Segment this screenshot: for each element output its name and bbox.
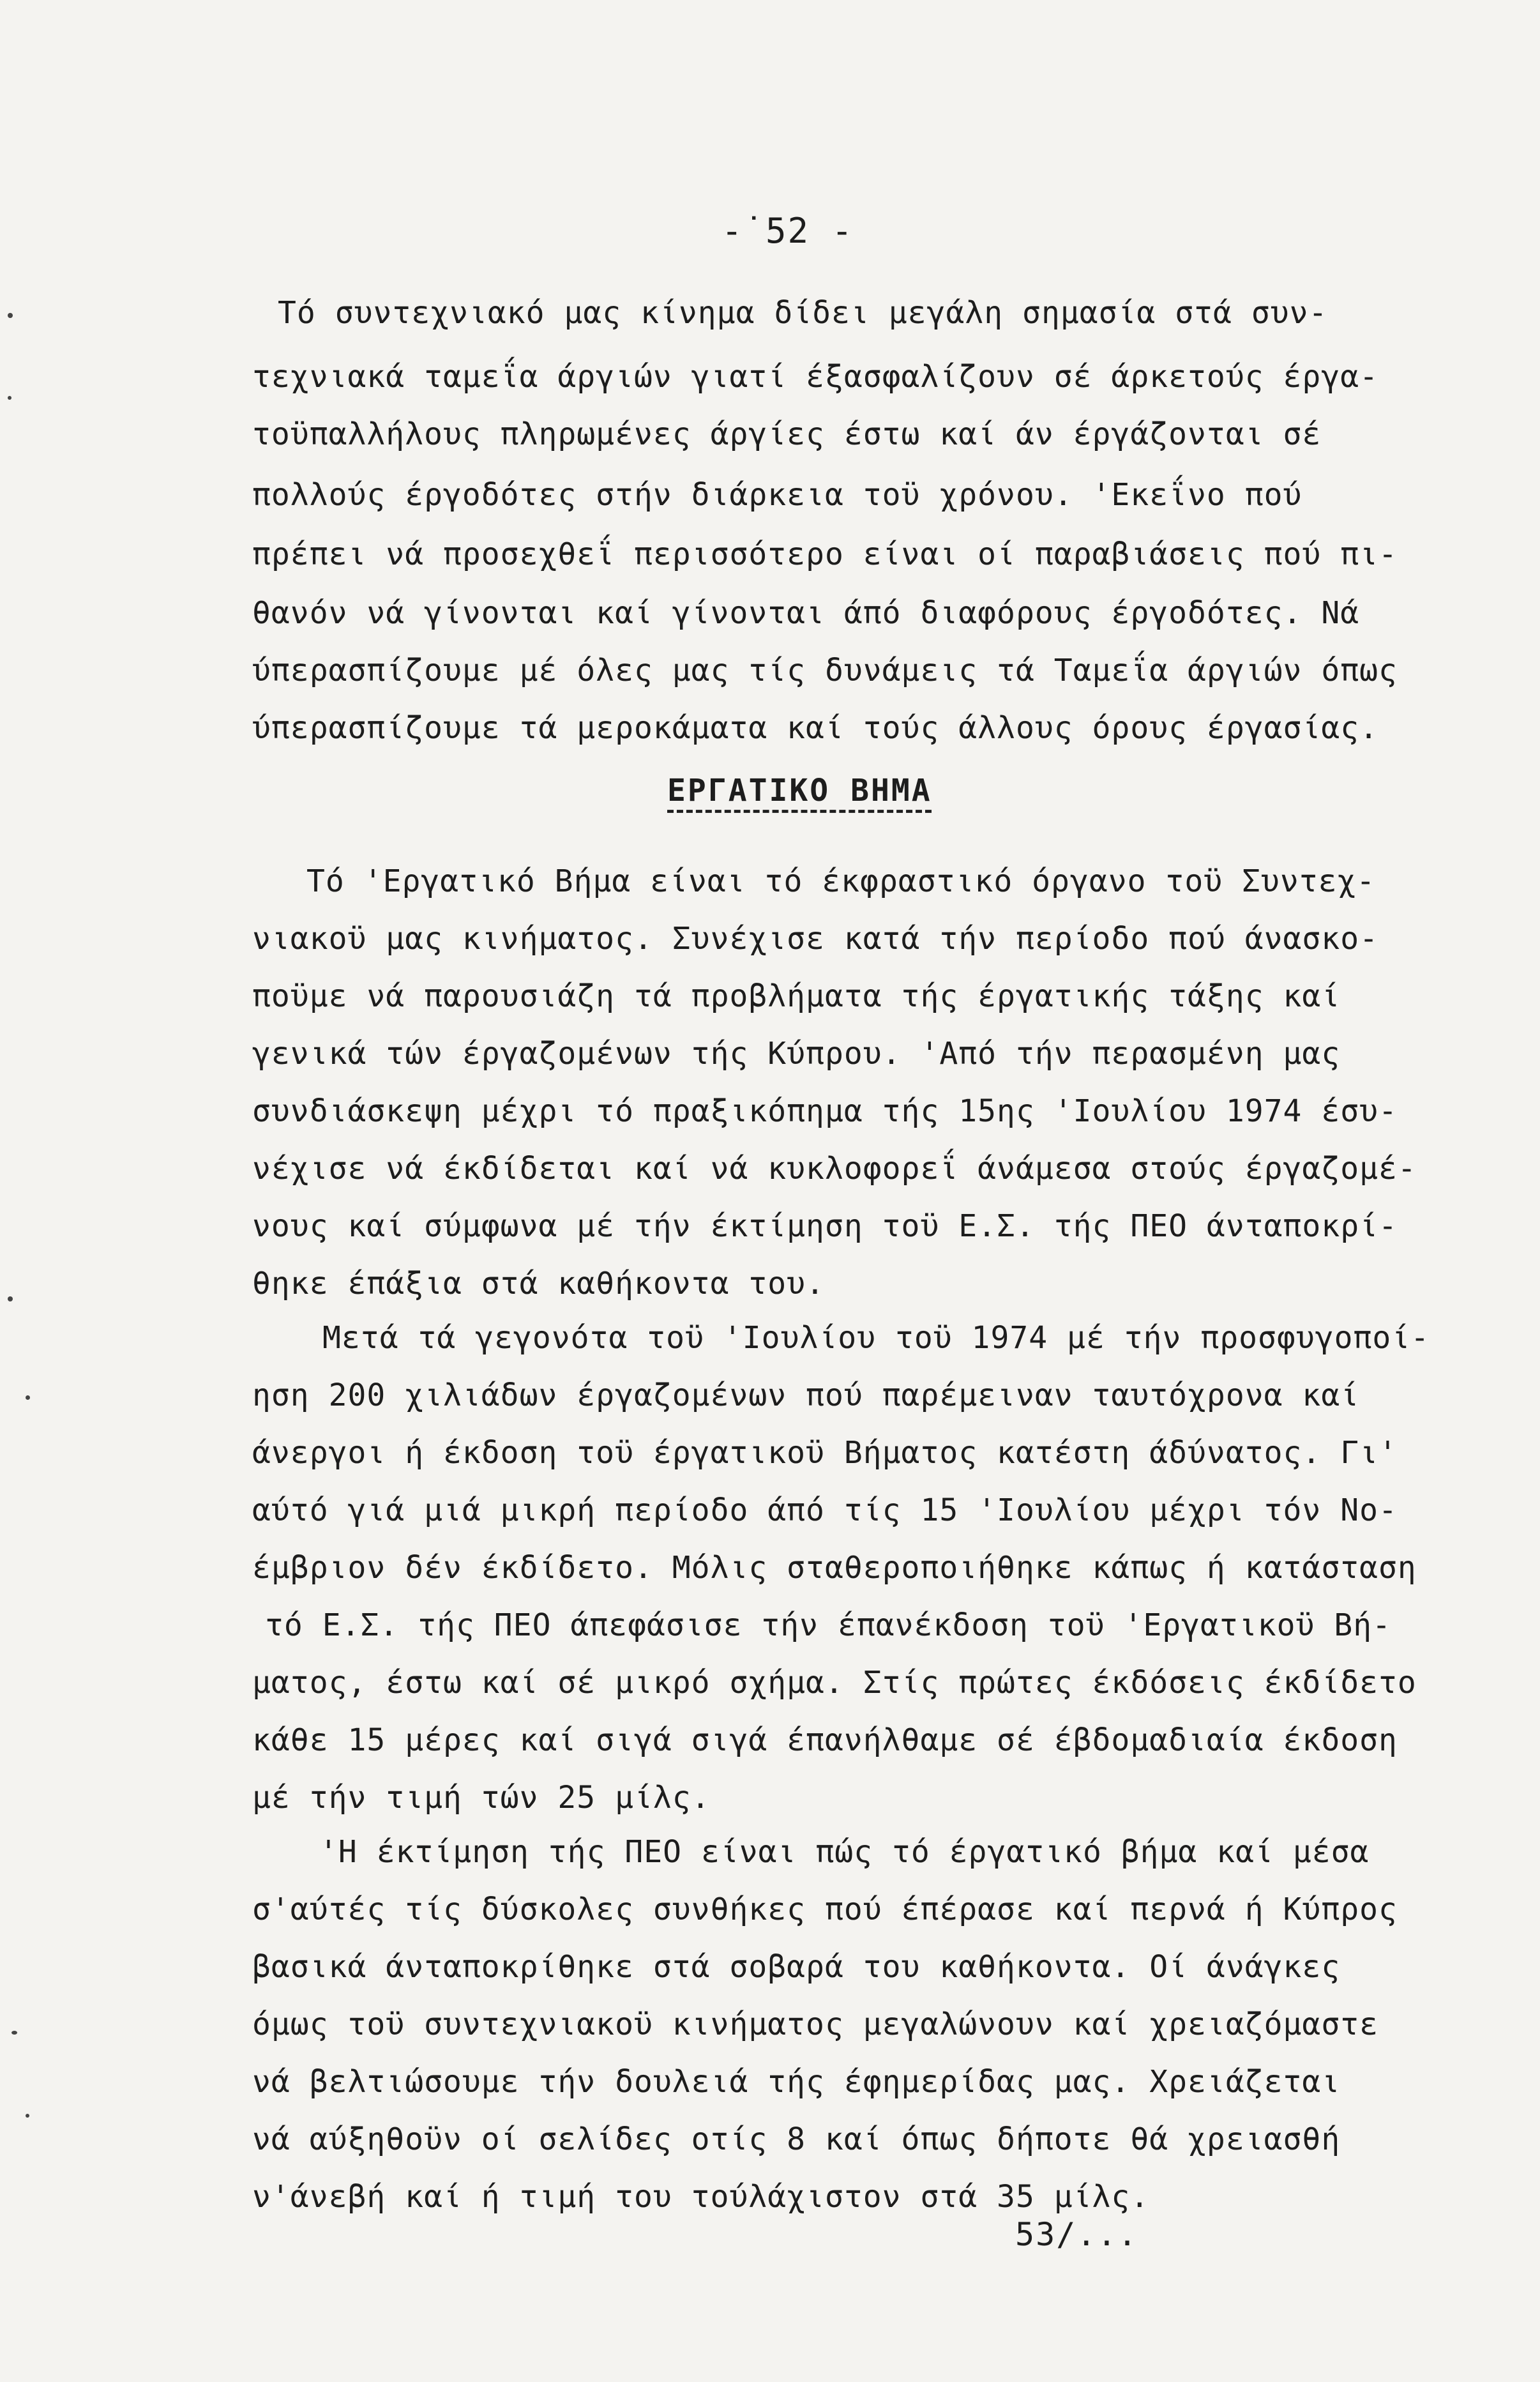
paragraph-3-line: ματος, έστω καί σέ μικρό σχήμα. Στίς πρώτες έκδόσεις έκδίδετο xyxy=(252,1665,1417,1701)
paragraph-3-line: ηση 200 χιλιάδων έργαζομένων πού παρέμειναν ταυτόχρονα καί xyxy=(252,1377,1360,1413)
scan-speck xyxy=(8,313,13,318)
paragraph-1-line: ύπερασπίζουμε μέ όλες μας τίς δυνάμεις τά Ταμεΐα άργιών όπως xyxy=(252,653,1398,688)
paragraph-3-line: κάθε 15 μέρες καί σιγά σιγά έπανήλθαμε σέ έβδομαδιαία έκδοση xyxy=(252,1722,1398,1758)
paragraph-1-line: τοϋπαλλήλους πληρωμένες άργίες έστω καί άν έργάζονται σέ xyxy=(252,416,1322,452)
paragraph-3-line: άνεργοι ή έκδοση τοϋ έργατικοϋ Βήματος κατέστη άδύνατος. Γι' xyxy=(252,1435,1398,1471)
paragraph-1-line: Τό συντεχνιακό μας κίνημα δίδει μεγάλη σημασία στά συν- xyxy=(278,295,1328,331)
paragraph-4-line: 'Η έκτίμηση τής ΠΕΟ είναι πώς τό έργατικό βήμα καί μέσα xyxy=(319,1834,1370,1870)
continuation-marker: 53/... xyxy=(1015,2216,1138,2253)
page-number: -˙52 - xyxy=(721,211,854,251)
paragraph-1-line: θανόν νά γίνονται καί γίνονται άπό διαφόρους έργοδότες. Νά xyxy=(252,595,1360,631)
paragraph-2-line: νιακοϋ μας κινήματος. Συνέχισε κατά τήν περίοδο πού άνασκο- xyxy=(252,921,1379,957)
paragraph-3-line: τό Ε.Σ. τής ΠΕΟ άπεφάσισε τήν έπανέκδοση τοϋ 'Εργατικοϋ Βή- xyxy=(265,1607,1392,1643)
scan-speck xyxy=(8,396,11,400)
paragraph-4-line: νά αύξηθοϋν οί σελίδες οτίς 8 καί όπως δήποτε θά χρειασθή xyxy=(252,2121,1341,2157)
paragraph-3-line: αύτό γιά μιά μικρή περίοδο άπό τίς 15 'Ιουλίου μέχρι τόν Νο- xyxy=(252,1492,1398,1528)
scan-speck xyxy=(11,2031,17,2035)
paragraph-2-line: νους καί σύμφωνα μέ τήν έκτίμηση τοϋ Ε.Σ. τής ΠΕΟ άνταποκρί- xyxy=(252,1208,1398,1244)
paragraph-1-line: πρέπει νά προσεχθεΐ περισσότερο είναι οί παραβιάσεις πού πι- xyxy=(252,536,1398,572)
scan-speck xyxy=(8,1296,13,1301)
paragraph-1-line: πολλούς έργοδότες στήν διάρκεια τοϋ χρόνου. 'Εκεΐνο πού xyxy=(252,477,1302,513)
paragraph-3-line: Μετά τά γεγονότα τοϋ 'Ιουλίου τοϋ 1974 μέ τήν προσφυγοποί- xyxy=(322,1320,1430,1356)
paragraph-4-line: νά βελτιώσουμε τήν δουλειά τής έφημερίδας μας. Χρειάζεται xyxy=(252,2064,1341,2100)
paragraph-1-line: τεχνιακά ταμεΐα άργιών γιατί έξασφαλίζουν σέ άρκετούς έργα- xyxy=(252,359,1379,395)
paragraph-2-line: νέχισε νά έκδίδεται καί νά κυκλοφορεΐ άνάμεσα στούς έργαζομέ- xyxy=(252,1151,1417,1187)
scan-speck xyxy=(26,1395,30,1400)
paragraph-4-line: όμως τοϋ συντεχνιακοϋ κινήματος μεγαλώνουν καί χρειαζόμαστε xyxy=(252,2006,1379,2042)
paragraph-2-line: συνδιάσκεψη μέχρι τό πραξικόπημα τής 15ης 'Ιουλίου 1974 έσυ- xyxy=(252,1093,1398,1129)
paragraph-4-line: ν'άνεβή καί ή τιμή του τούλάχιστον στά 35 μίλς. xyxy=(252,2179,1150,2215)
paragraph-4-line: σ'αύτές τίς δύσκολες συνθήκες πού έπέρασε καί περνά ή Κύπρος xyxy=(252,1892,1398,1927)
paragraph-3-line: έμβριον δέν έκδίδετο. Μόλις σταθεροποιήθηκε κάπως ή κατάσταση xyxy=(252,1550,1417,1586)
paragraph-2-line: γενικά τών έργαζομένων τής Κύπρου. 'Από τήν περασμένη μας xyxy=(252,1036,1341,1072)
paragraph-3-line: μέ τήν τιμή τών 25 μίλς. xyxy=(252,1780,711,1816)
paragraph-2-line: Τό 'Εργατικό Βήμα είναι τό έκφραστικό όργανο τοϋ Συντεχ- xyxy=(306,863,1376,899)
paragraph-4-line: βασικά άνταποκρίθηκε στά σοβαρά του καθήκοντα. Οί άνάγκες xyxy=(252,1949,1341,1985)
section-heading: ΕΡΓΑΤΙΚΟ ΒΗΜΑ xyxy=(667,773,932,808)
paragraph-1-line: ύπερασπίζουμε τά μεροκάματα καί τούς άλλους όρους έργασίας. xyxy=(252,710,1379,746)
scan-speck xyxy=(26,2114,29,2118)
paragraph-2-line: θηκε έπάξια στά καθήκοντα του. xyxy=(252,1266,825,1301)
paragraph-2-line: ποϋμε νά παρουσιάζη τά προβλήματα τής έργατικής τάξης καί xyxy=(252,978,1341,1014)
